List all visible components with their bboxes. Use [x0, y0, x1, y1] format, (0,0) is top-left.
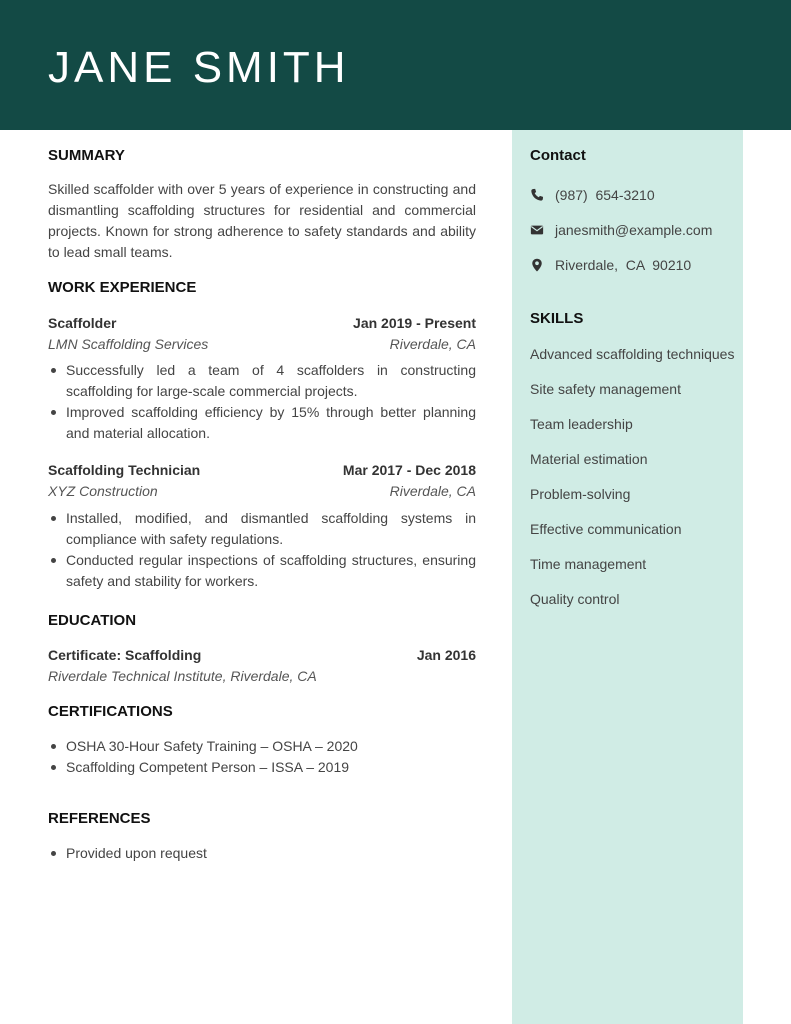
education-date: Jan 2016 — [416, 647, 476, 663]
job-location: Riverdale, CA — [389, 483, 476, 499]
contact-location — [530, 255, 691, 275]
work-experience-heading: WORK EXPERIENCE — [48, 279, 197, 296]
map-pin-icon — [530, 258, 544, 272]
job-dates: Mar 2017 - Dec 2018 — [342, 462, 476, 478]
school-name: Riverdale Technical Institute, Riverdale, CA — [48, 668, 317, 684]
phone-icon — [530, 188, 544, 202]
header-banner — [0, 0, 791, 130]
skill-item: Effective communication — [530, 521, 682, 537]
company-name: LMN Scaffolding Services — [48, 336, 209, 352]
skill-item: Team leadership — [530, 416, 633, 432]
skills-heading: SKILLS — [530, 310, 584, 327]
list-item: Installed, modified, and dismantled scaffolding systems in compliance with safety regulations. — [48, 508, 476, 550]
skill-item: Quality control — [530, 591, 620, 607]
job-title: Scaffolding Technician — [48, 462, 201, 478]
skill-item: Material estimation — [530, 451, 648, 467]
list-item: Conducted regular inspections of scaffolding structures, ensuring safety and stability for workers. — [48, 550, 476, 592]
list-item: Provided upon request — [48, 843, 476, 864]
skill-item: Time management — [530, 556, 647, 572]
references-list — [48, 843, 476, 864]
certifications-heading: CERTIFICATIONS — [48, 703, 173, 720]
certifications-list — [48, 736, 476, 778]
job-bullets — [48, 508, 476, 592]
references-heading: REFERENCES — [48, 810, 151, 827]
list-item: Scaffolding Competent Person – ISSA – 2019 — [48, 757, 476, 778]
list-item: Improved scaffolding efficiency by 15% through better planning and material allocation. — [48, 402, 476, 444]
phone-number: (987) 654-3210 — [555, 187, 655, 203]
summary-text: Skilled scaffolder with over 5 years of experience in constructing and dismantling scaffolding structures for residential and commercial projects. Known for strong adherence to safety standards and ability to lead small teams. — [48, 181, 476, 260]
education-heading: EDUCATION — [48, 612, 137, 629]
job-dates: Jan 2019 - Present — [353, 315, 476, 331]
summary-heading: SUMMARY — [48, 147, 125, 164]
job-bullets — [48, 360, 476, 444]
envelope-icon — [530, 223, 544, 237]
list-item: OSHA 30-Hour Safety Training – OSHA – 2020 — [48, 736, 476, 757]
skill-item: Problem-solving — [530, 486, 631, 502]
candidate-name: JANE SMITH — [48, 43, 350, 92]
skill-item: Advanced scaffolding techniques — [530, 346, 735, 362]
job-location: Riverdale, CA — [389, 336, 476, 352]
list-item: Successfully led a team of 4 scaffolders in constructing scaffolding for large-scale commercial projects. — [48, 360, 476, 402]
location: Riverdale, CA 90210 — [555, 257, 692, 273]
job-title: Scaffolder — [48, 315, 117, 331]
company-name: XYZ Construction — [48, 483, 158, 499]
contact-email — [530, 220, 712, 240]
email-address: janesmith@example.com — [555, 222, 713, 238]
contact-phone — [530, 185, 655, 205]
degree: Certificate: Scaffolding — [48, 647, 202, 663]
contact-heading: Contact — [530, 147, 586, 164]
skill-item: Site safety management — [530, 381, 681, 397]
